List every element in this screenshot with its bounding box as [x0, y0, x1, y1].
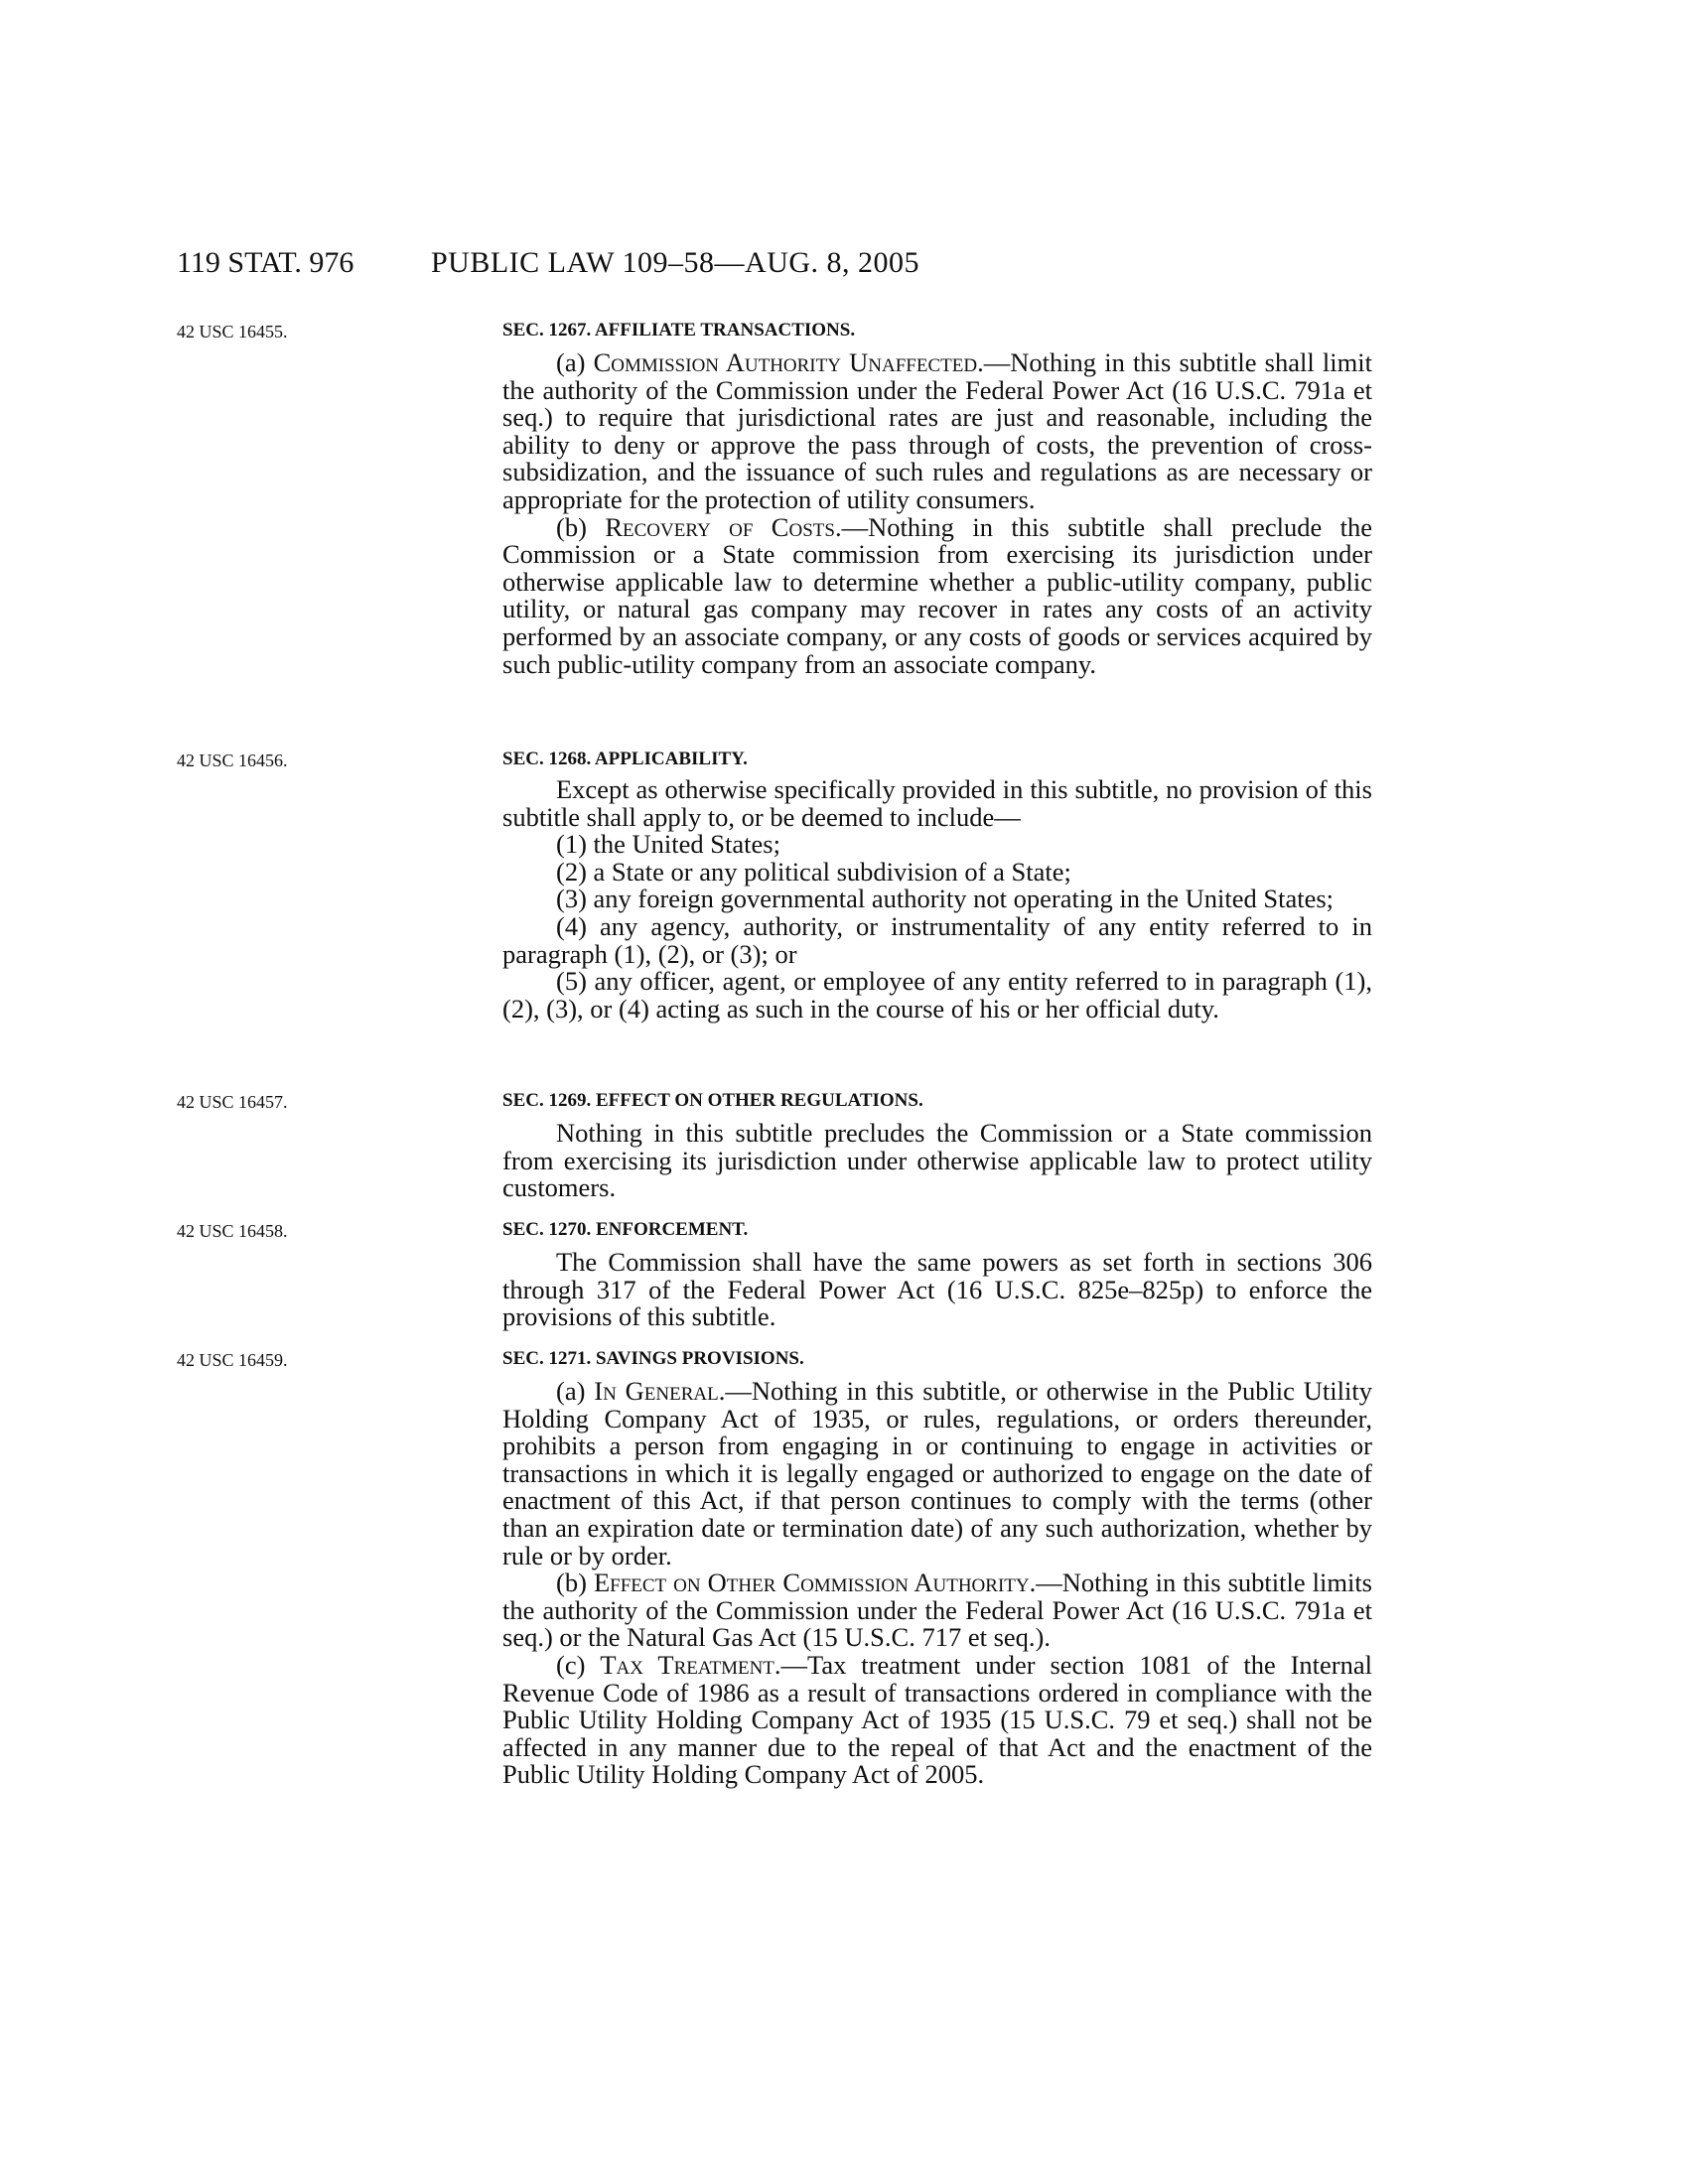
usc-citation: 42 USC 16458. — [177, 1221, 288, 1241]
public-law-title: PUBLIC LAW 109–58—AUG. 8, 2005 — [431, 246, 920, 279]
statute-page-reference: 119 STAT. 976 — [177, 246, 354, 279]
section-intro: Except as otherwise specifically provided in this subtitle, no provision of this subtitle shall apply to, or be deemed to include— — [502, 774, 1372, 832]
section-body — [502, 1120, 1372, 1202]
page-header — [0, 246, 1688, 296]
list-item: (1) the United States; — [556, 829, 780, 860]
section-heading: SEC. 1271. SAVINGS PROVISIONS. — [502, 1348, 804, 1369]
section-heading: SEC. 1268. APPLICABILITY. — [502, 749, 748, 769]
subsection: (c) Tax Treatment.—Tax treatment under section 1081 of the Internal Revenue Code of 1986 as a result of transactions ordered in compliance with the Public Utility Holding Company Act of 1935 (15 U.S.C. 79 et seq.) shall not be affected in any manner due to the repeal of that Act and the enactment of the Public Utility Holding Company Act of 2005. — [502, 1649, 1373, 1790]
section-body — [502, 349, 1372, 678]
list-item: (4) any agency, authority, or instrumentality of any entity referred to in paragraph (1), (2), or (3); or — [502, 910, 1372, 969]
usc-citation: 42 USC 16457. — [177, 1092, 288, 1112]
usc-citation: 42 USC 16455. — [177, 322, 288, 341]
section-heading: SEC. 1267. AFFILIATE TRANSACTIONS. — [502, 320, 856, 341]
section-text: Nothing in this subtitle precludes the Commission or a State commission from exercising its jurisdiction under otherwise applicable law to protect utility customers. — [502, 1118, 1372, 1203]
list-item: (2) a State or any political subdivision of a State; — [556, 856, 1071, 887]
subsection: (b) Effect on Other Commission Authority.—Nothing in this subtitle limits the authority of the Commission under the Federal Power Act (16 U.S.C. 791a et seq.) or the Natural Gas Act (15 U.S.C. 717 et seq.). — [502, 1568, 1372, 1653]
section-body — [502, 1378, 1372, 1789]
section-heading: SEC. 1269. EFFECT ON OTHER REGULATIONS. — [502, 1090, 923, 1111]
section-body — [502, 776, 1372, 1023]
list-item: (5) any officer, agent, or employee of any entity referred to in paragraph (1), (2), (3), or (4) acting as such in the course of his or her official duty. — [502, 966, 1372, 1024]
section-body — [502, 1249, 1372, 1331]
usc-citation: 42 USC 16456. — [177, 751, 288, 770]
subsection: (a) In General.—Nothing in this subtitle, or otherwise in the Public Utility Holding Company Act of 1935, or rules, regulations, or orders thereunder, prohibits a person from engaging in or continuing to engage in activities or transactions in which it is legally engaged or authorized to engage on the date of enactment of this Act, if that person continues to comply with the terms (other than an expiration date or termination date) of any such authorization, whether by rule or by order. — [502, 1376, 1372, 1570]
section-heading: SEC. 1270. ENFORCEMENT. — [502, 1219, 749, 1240]
subsection: (b) Recovery of Costs.—Nothing in this subtitle shall preclude the Commission or a State commission from exercising its jurisdiction under otherwise applicable law to determine whether a public-utility company, public utility, or natural gas company may recover in rates any costs of an activity performed by an associate company, or any costs of goods or services acquired by such public-utility company from an associate company. — [502, 511, 1372, 679]
usc-citation: 42 USC 16459. — [177, 1350, 288, 1370]
list-item: (3) any foreign governmental authority not operating in the United States; — [556, 884, 1335, 914]
subsection: (a) Commission Authority Unaffected.—Nothing in this subtitle shall limit the authority of the Commission under the Federal Power Act (16 U.S.C. 791a et seq.) to require that jurisdictional rates are just and reasonable, including the ability to deny or approve the pass through of costs, the prevention of cross-subsidization, and the issuance of such rules and regulations as are necessary or appropriate for the protection of utility consumers. — [502, 347, 1372, 514]
section-text: The Commission shall have the same powers as set forth in sections 306 through 317 of the Federal Power Act (16 U.S.C. 825e–825p) to enforce the provisions of this subtitle. — [502, 1247, 1372, 1332]
